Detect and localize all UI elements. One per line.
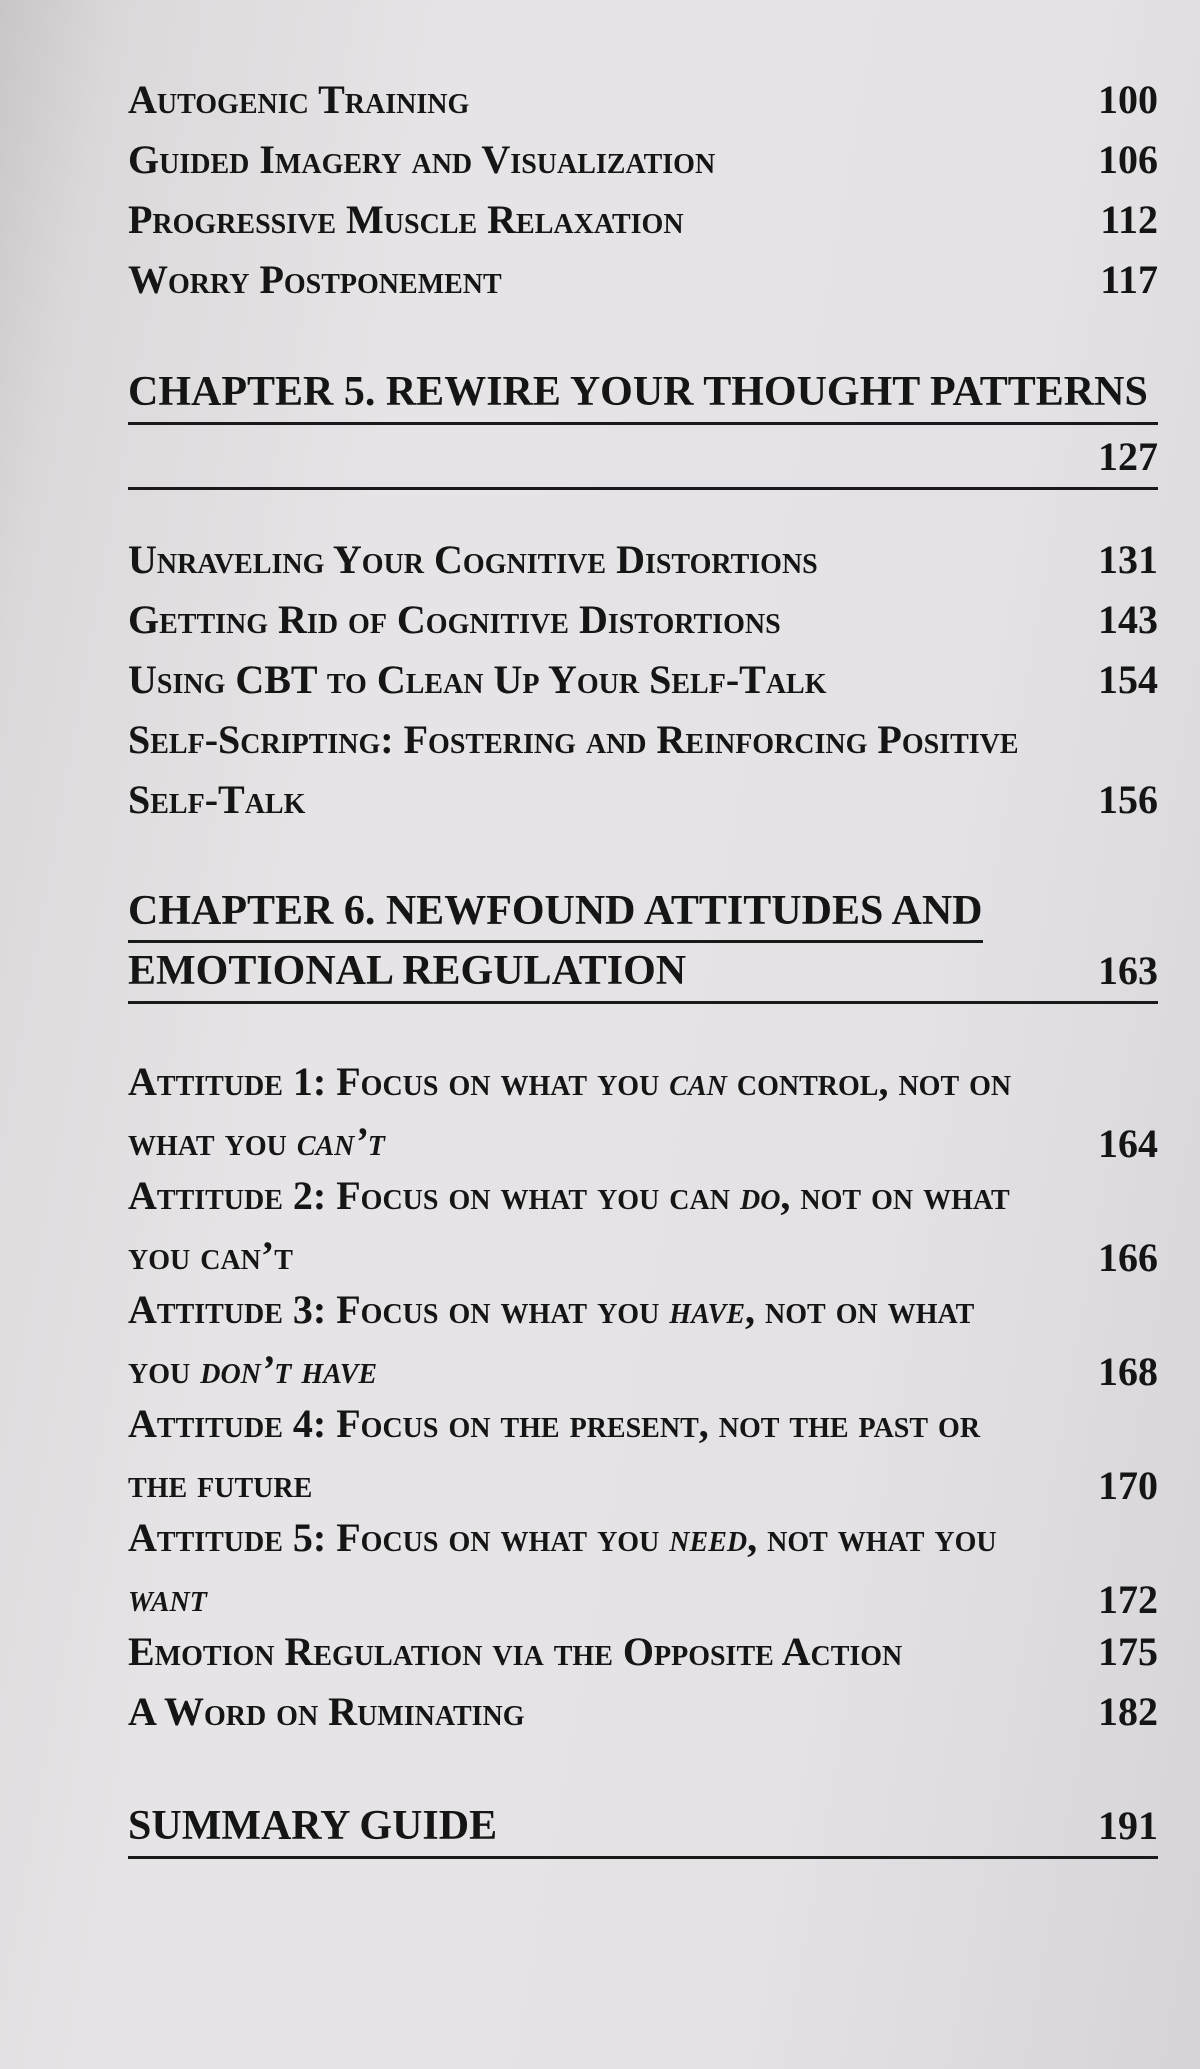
entry-title: A Word on Ruminating	[128, 1689, 525, 1734]
emphasis: don’t have	[200, 1347, 378, 1392]
entry-title-line2	[128, 1226, 1010, 1286]
text-part: you can’t	[128, 1233, 293, 1278]
emphasis: can	[669, 1059, 727, 1104]
entry-title: Guided Imagery and Visualization	[128, 137, 716, 182]
entry-title-line2	[128, 1454, 980, 1514]
toc-entry	[128, 1394, 1158, 1508]
entry-title: Autogenic Training	[128, 77, 470, 122]
entry-page: 112	[1100, 197, 1158, 242]
toc-entry	[128, 650, 1158, 710]
entry-page: 170	[1098, 1463, 1158, 1508]
entry-title: Progressive Muscle Relaxation	[128, 197, 684, 242]
entry-title-line1: Self-Scripting: Fostering and Reinforcing Positive	[128, 717, 1019, 762]
entry-title: Emotion Regulation via the Opposite Action	[128, 1629, 903, 1674]
entry-page: 131	[1098, 537, 1158, 582]
entry-page: 175	[1098, 1629, 1158, 1674]
entry-title-line2	[128, 1568, 997, 1628]
chapter-heading	[128, 364, 1158, 490]
text-part: , not on what	[780, 1173, 1010, 1218]
entry-page: 106	[1098, 137, 1158, 182]
entry-title-line1	[128, 1166, 1010, 1226]
entry-title-line2	[128, 1112, 1011, 1172]
text-part: control, not on	[726, 1059, 1012, 1104]
chapter-page: 191	[1098, 1803, 1158, 1848]
text-part: what you	[128, 1119, 297, 1164]
toc-entry	[128, 1166, 1158, 1280]
entry-page: 166	[1098, 1235, 1158, 1280]
toc-entry	[128, 1280, 1158, 1394]
entry-title-line1	[128, 1280, 974, 1340]
entry-page: 100	[1098, 77, 1158, 122]
toc-entry	[128, 1682, 1158, 1742]
text-part: Attitude 3: Focus on what you	[128, 1287, 670, 1332]
text-part: Attitude 2: Focus on what you can	[128, 1173, 740, 1218]
chapter-title-line2: EMOTIONAL REGULATION	[128, 948, 687, 994]
chapter-heading	[128, 882, 1158, 1004]
text-part: Attitude 1: Focus on what you	[128, 1059, 670, 1104]
entry-title-line1	[128, 1508, 997, 1568]
toc-entry	[128, 530, 1158, 590]
emphasis: have	[669, 1287, 746, 1332]
entry-title-line1	[128, 1394, 980, 1454]
emphasis: want	[128, 1575, 207, 1620]
entry-page: 168	[1098, 1349, 1158, 1394]
entry-page: 156	[1098, 777, 1158, 822]
entry-page: 117	[1100, 257, 1158, 302]
text-part: , not on what	[745, 1287, 975, 1332]
entry-page: 164	[1098, 1121, 1158, 1166]
entry-title: Unraveling Your Cognitive Distortions	[128, 537, 818, 582]
entry-title: Getting Rid of Cognitive Distortions	[128, 597, 781, 642]
emphasis: can’t	[296, 1119, 385, 1164]
toc-entry	[128, 1052, 1158, 1166]
entry-title: Using CBT to Clean Up Your Self-Talk	[128, 657, 827, 702]
chapter-page: 127	[1098, 434, 1158, 479]
entry-page: 154	[1098, 657, 1158, 702]
entry-title-line1	[128, 1052, 1011, 1112]
toc-entry	[128, 70, 1158, 130]
toc-entry	[128, 590, 1158, 650]
entry-page: 182	[1098, 1689, 1158, 1734]
chapter-heading	[128, 1798, 1158, 1859]
chapter-title-line1: CHAPTER 6. NEWFOUND ATTITUDES AND	[128, 888, 983, 934]
entry-title: Worry Postponement	[128, 257, 502, 302]
toc-entry	[128, 250, 1158, 310]
chapter-page: 163	[1098, 948, 1158, 993]
chapter-title: CHAPTER 5. REWIRE YOUR THOUGHT PATTERNS	[128, 369, 1148, 415]
toc-entry	[128, 1508, 1158, 1622]
entry-page: 172	[1098, 1577, 1158, 1622]
emphasis: need	[669, 1515, 748, 1560]
entry-title-line2: Self-Talk	[128, 777, 306, 822]
text-part: Attitude 5: Focus on what you	[128, 1515, 670, 1560]
text-part: Attitude 4: Focus on the present, not the past or	[128, 1401, 981, 1446]
text-part: the future	[128, 1461, 313, 1506]
chapter-title: SUMMARY GUIDE	[128, 1803, 498, 1849]
entry-page: 143	[1098, 597, 1158, 642]
toc-entry	[128, 130, 1158, 190]
toc-entry	[128, 1622, 1158, 1682]
toc-entry	[128, 190, 1158, 250]
toc-page	[128, 70, 1158, 1859]
emphasis: do	[739, 1173, 781, 1218]
entry-title-line2	[128, 1340, 974, 1400]
toc-entry	[128, 710, 1158, 830]
text-part: , not what you	[747, 1515, 997, 1560]
text-part: you	[128, 1347, 201, 1392]
